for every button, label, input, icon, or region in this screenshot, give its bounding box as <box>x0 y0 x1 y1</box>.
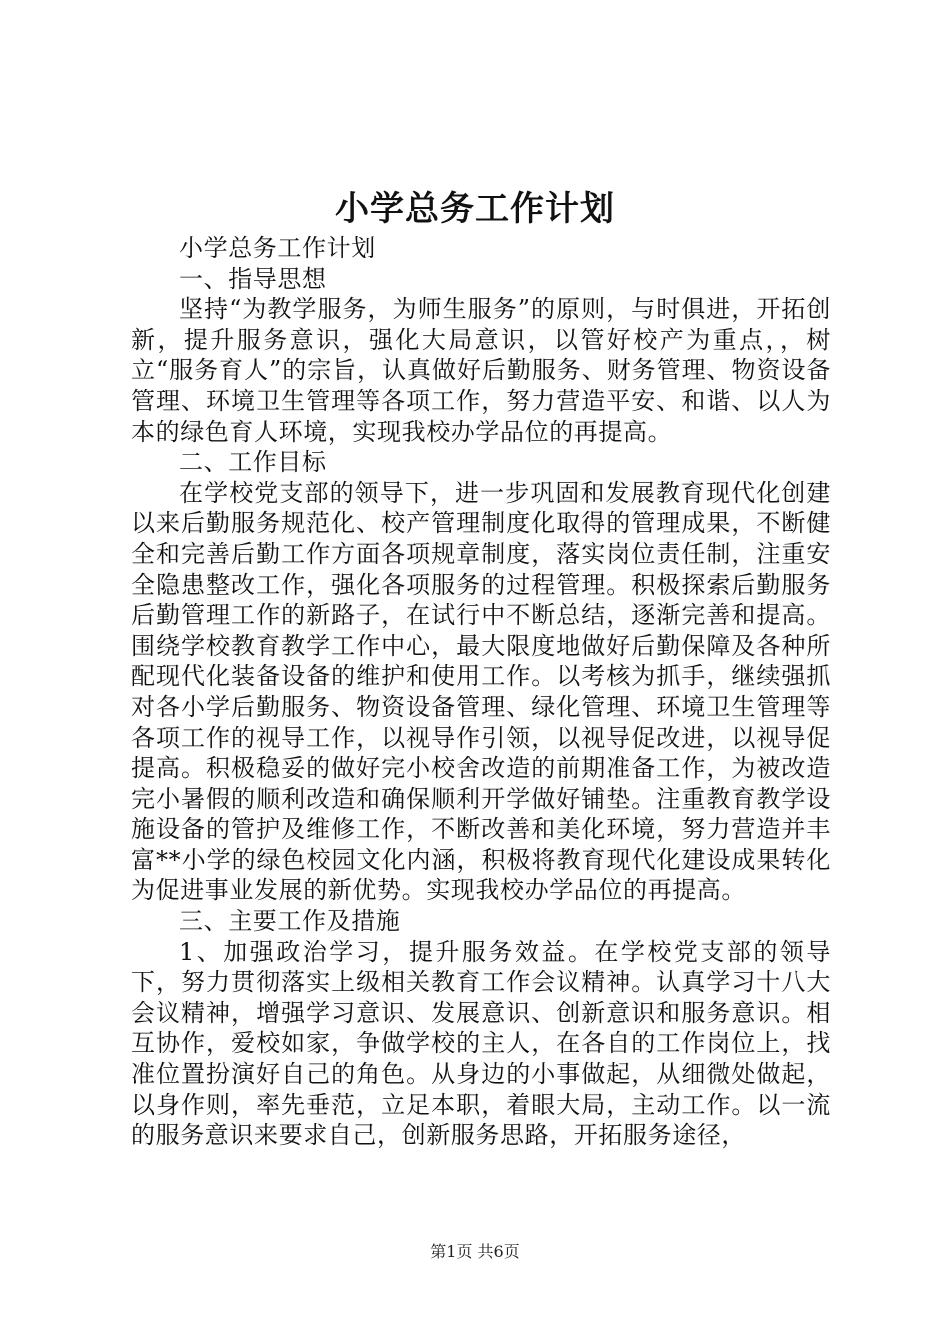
document-title: 小学总务工作计划 <box>335 189 615 229</box>
section-heading-guiding-ideology: 一、指导思想 <box>179 264 327 293</box>
body-paragraph-doc-title: 小学总务工作计划 <box>179 234 376 262</box>
section-heading-work-goals: 二、工作目标 <box>179 448 327 477</box>
page-number-footer: 第1页 共6页 <box>430 1242 520 1261</box>
body-paragraph-guiding-ideology: 坚持“为教学服务，为师生服务”的原则，与时俱进，开拓创新，提升服务意识，强化大局意识，以管好校产为重点，，树立“服务育人”的宗旨，认真做好后勤服务、财务管理、物资设备管理、环境卫生管理等各项工作，努力营造平安、和谐、以人为本的绿色育人环境，实现我校办学品位的再提高。 <box>131 295 831 446</box>
body-paragraph-main-work-1: 1、加强政治学习，提升服务效益。在学校党支部的领导下，努力贯彻落实上级相关教育工作会议精神。认真学习十八大会议精神，增强学习意识、发展意识、创新意识和服务意识。相互协作，爱校如家，争做学校的主人，在各自的工作岗位上，找准位置扮演好自己的角色。从身边的小事做起，从细微处做起，以身作则，率先垂范，立足本职，着眼大局，主动工作。以一流的服务意识来要求自己，创新服务思路，开拓服务途径， <box>131 937 831 1150</box>
body-paragraph-work-goals: 在学校党支部的领导下，进一步巩固和发展教育现代化创建以来后勤服务规范化、校产管理制度化取得的管理成果，不断健全和完善后勤工作方面各项规章制度，落实岗位责任制，注重安全隐患整改工作，强化各项服务的过程管理。积极探索后勤服务后勤管理工作的新路子，在试行中不断总结，逐渐完善和提高。围绕学校教育教学工作中心，最大限度地做好后勤保障及各种所配现代化装备设备的维护和使用工作。以考核为抓手，继续强抓对各小学后勤服务、物资设备管理、绿化管理、环境卫生管理等各项工作的视导工作，以视导作引领，以视导促改进，以视导促提高。积极稳妥的做好完小校舍改造的前期准备工作，为被改造完小暑假的顺利改造和确保顺利开学做好铺垫。注重教育教学设施设备的管护及维修工作，不断改善和美化环境，努力营造并丰富**小学的绿色校园文化内涵，积极将教育现代化建设成果转化为促进事业发展的新优势。实现我校办学品位的再提高。 <box>131 478 831 905</box>
section-heading-main-work: 三、主要工作及措施 <box>179 907 401 936</box>
document-body <box>131 233 831 1151</box>
